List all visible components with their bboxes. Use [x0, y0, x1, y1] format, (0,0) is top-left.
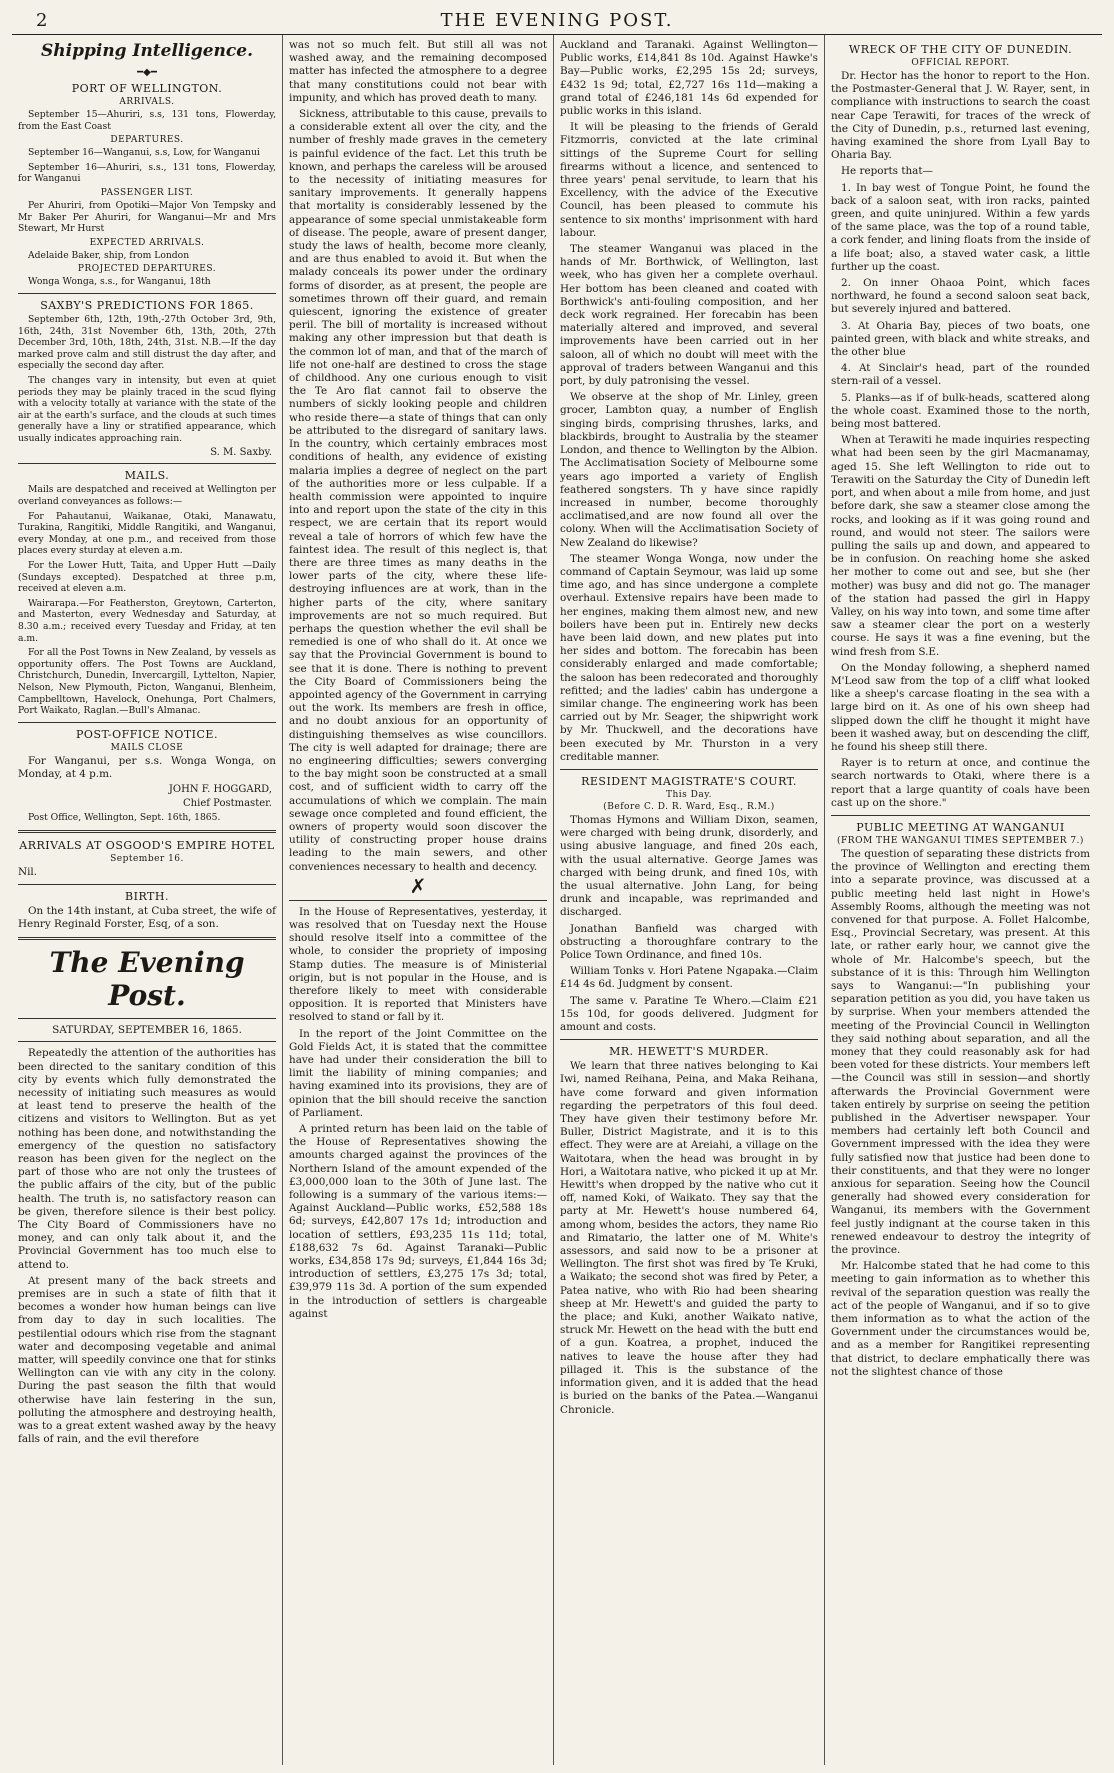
projected-heading: PROJECTED DEPARTURES.	[77, 264, 217, 275]
saxby-text-1: September 6th, 12th, 19th,-27th October 3rd, 9th, 16th, 24th, 31st November 6th, 13th, 20th, 27th December 3rd, 10th, 18th, 24th, 31st. N.B.—If the day marked prove calm and still distrust the day after, and especially the second day after.	[18, 313, 276, 372]
editorial-paragraph: At present many of the back streets and premises are in such a state of filth that it becomes a wonder how human beings can live from day to day in such localities. The pestilential odours which rise from the stagnant water and decomposing vegetable and animal matter, will speedily convince one that for stinks Wellington can vie with any city in the colony. During the past season the filth that would otherwise have lain festering in the sun, polluting the atmosphere and destroying health, was to a great extent washed away by the heavy falls of rain, and the evil therefore	[18, 1274, 276, 1446]
expected-heading: EXPECTED ARRIVALS.	[89, 237, 205, 248]
post-office-title: POST-OFFICE NOTICE.	[76, 727, 218, 741]
court-item: The same v. Paratine Te Whero.—Claim £21 15s 10d, for goods delivered. Judgment for amount and costs.	[560, 994, 818, 1034]
wreck-paragraph: 4. At Sinclair's head, part of the rounded stern-rail of a vessel.	[831, 362, 1090, 388]
court-item: William Tonks v. Hori Patene Ngapaka.—Claim £14 4s 6d. Judgment by consent.	[560, 965, 818, 991]
wreck-paragraph: He reports that—	[841, 165, 933, 178]
divider	[18, 884, 276, 885]
wreck-subtitle: OFFICIAL REPORT.	[911, 58, 1010, 68]
shipping-heading: Shipping Intelligence.	[41, 41, 253, 61]
departures-text-2: September 16—Ahuriri, s.s., 131 tons, Flowerday, for Wanganui	[18, 161, 276, 185]
divider	[18, 293, 276, 294]
divider	[18, 463, 276, 464]
meeting-paragraph: Mr. Halcombe stated that he had come to this meeting to gain information as to whether this revival of the separation question was really the act of the people of Wanganui, and if so to give them information as to what the action of the Government under the circumstances would be, and as a member for Rangitikei representing that district, to declare emphatically there was not the slightest chance of those	[831, 1260, 1090, 1378]
news-item: We observe at the shop of Mr. Linley, green grocer, Lambton quay, a number of English singing birds, comprising thrushes, larks, and blackbirds, brought to Australia by the steamer London, and thence to Wellington by the Albion. The Acclimatisation Society of Melbourne some years ago imported a variety of English feathered songsters. Th y have since rapidly increased in number, become thoroughly acclimatised,and are now found all over the colony. When will the Acclimatisation Society of New Zealand do likewise?	[560, 391, 818, 549]
column-3	[554, 35, 825, 1765]
editorial-paragraph: Sickness, attributable to this cause, prevails to a considerable extent all over the city, and the number of freshly made graves in the cemetery is painful evidence of the fact. Let this truth be known, and perhaps the careless will be aroused to the necessity of initiating measures for sanitary improvements. It generally happens that mortality is considerably lessened by the appearance of some special unmistakeable form of disease. The people, aware of present danger, study the laws of health, become more cleanly, and are thus enabled to avoid it. But when the malady conceals its power under the ordinary forms of disorder, as at present, the people are sometimes thrown off their guard, and remain quiescent, ignoring the existence of greater peril. The bill of mortality is increased without making any other impression but that death is the common lot of man, and that of the march of life not one-half are destined to cross the stage of childhood. Any one curious enough to visit the Te Aro flat cannot fail to observe the numbers of sickly looking people and children who reside there—a state of things that can only be attributed to the disregard of sanitary laws. In the country, which certainly embraces most conditions of health, any evidence of existing malaria implies a degree of neglect on the part of the authorities more or less culpable. If a health commission were appointed to inquire into and report upon the state of the city in this respect, we are certain that its report would reveal a tale of horrors of which few have the faintest idea. The result of this neglect is, that there are three times as many deaths in the lower parts of the city, where these life-destroying influences are at work, than in the higher parts of the city, where sanitary improvements are not so much required. But perhaps the question whether the evil shall be remedied is one of who shall do it. At once we say that the Provincial Government is bound to see that it is done. There is nothing to prevent the City Board of Commissioners being the appointed agency of the Government in carrying out the work. Its members are fresh in office, and no doubt anxious for an opportunity of distinguishing themselves as wise councillors. The city is well adapted for drainage; there are no engineering difficulties; sewers converging to the bay might soon be constructed at a small cost, and of sufficient width to carry off the accumulations of which we complain. The main sewage once completed and found efficient, the owners of property would soon discover the utility of constructing proper house drains leading to the main sewers, and other conveniences necessary to health and decency.	[289, 108, 547, 873]
meeting-title: PUBLIC MEETING AT WANGANUI	[856, 820, 1065, 834]
expected-text: Adelaide Baker, ship, from London	[28, 249, 190, 261]
news-item: In the report of the Joint Committee on the Gold Fields Act, it is stated that the committee have had under their consideration the bill to limit the liability of mining companies; and having examined into its provisions, they are of opinion that the bill should receive the sanction of Parliament.	[289, 1027, 547, 1119]
post-office-role: Chief Postmaster.	[183, 798, 272, 810]
birth-text: On the 14th instant, at Cuba street, the wife of Henry Reginald Forster, Esq, of a son.	[18, 904, 276, 931]
divider	[18, 937, 276, 940]
column-4	[825, 35, 1096, 1765]
news-item: In the House of Representatives, yesterday, it was resolved that on Tuesday next the House should resolve itself into a committee of the whole, to consider the propriety of imposing Stamp duties. The measure is of Ministerial origin, but is not popular in the House, and is therefore likely to meet with considerable opposition. It is reported that Ministers have resolved to stand or fall by it.	[289, 905, 547, 1024]
arrivals-heading: ARRIVALS.	[119, 97, 175, 107]
handwritten-mark: ✗	[409, 873, 427, 898]
dateline: SATURDAY, SEPTEMBER 16, 1865.	[52, 1024, 242, 1037]
osgood-title: ARRIVALS AT OSGOOD'S EMPIRE HOTEL	[19, 838, 275, 852]
editorial-paragraph: Repeatedly the attention of the authorities has been directed to the sanitary condition of this city by events which fully demonstrated the necessity of initiating such measures as would at least tend to preserve the health of the citizens and visitors to Wellington. But as yet nothing has been done, and notwithstanding the emergency of the question no satisfactory reason has been given for the neglect on the part of those who are not only the trustees of the public affairs of the city, but of the public health. The truth is, no satisfactory reason can be given, therefore silence is their best policy. The City Board of Commissioners have no money, and can only talk about it, and the Provincial Government has too much else to attend to.	[18, 1047, 276, 1271]
passenger-heading: PASSENGER LIST.	[100, 187, 194, 198]
arrivals-text: September 15—Ahuriri, s.s, 131 tons, Flowerday, from the East Coast	[18, 109, 276, 132]
wreck-title: WRECK OF THE CITY OF DUNEDIN.	[848, 43, 1073, 56]
mails-title: MAILS.	[124, 469, 170, 483]
saxby-signature: S. M. Saxby.	[210, 447, 272, 459]
saxby-text-2: The changes vary in intensity, but even at quiet periods they may be plainly traced in the scud flying with a velocity totally at variance with the state of the air at the earth's surface, and the clouds at such times generally have a liny or stratified appearance, which usually indicates approaching rain.	[18, 374, 276, 444]
newspaper-title: THE EVENING POST.	[440, 10, 674, 31]
wreck-paragraph: On the Monday following, a shepherd named M'Leod saw from the top of a cliff what looked like a sheep's carcase floating in the sea with a large bird on it. As one of his own sheep had slipped down the cliff he thought it might have been it washed away, but on descending the cliff, he found his sheep still there.	[831, 661, 1090, 753]
wreck-paragraph: When at Terawiti he made inquiries respecting what had been seen by the girl Macmanamay, aged 15. She left Wellington to ride out to Terawiti on the Saturday the City of Dunedin left port, and when about a mile from home, and just before dark, she saw a steamer close among the rocks, and looking as if it was going round and round, and would not steer. The sailors were pulling the sails up and down, and appeared to be in confusion. On reaching home she asked her mother to come out and see, but she (her mother) was busy and did not go. The manager of the station had passed the girl in Happy Valley, on his way into town, and some time after saw a steamer clear the port on a westerly course. He says it was a fine evening, but the wind fresh from S.E.	[831, 434, 1090, 658]
departures-heading: DEPARTURES.	[110, 135, 184, 146]
meeting-subtitle: (FROM THE WANGANUI TIMES SEPTEMBER 7.)	[837, 835, 1084, 846]
court-title: RESIDENT MAGISTRATE'S COURT.	[581, 774, 797, 788]
court-item: Thomas Hymons and William Dixon, seamen, were charged with being drunk, disorderly, and using abusive language, and fined 20s each, with the usual alternative. George James was charged with being drunk, and fined 10s, with the usual alternative. John Lang, for being drunk and incapable, was reprimanded and discharged.	[560, 813, 818, 919]
port-title: PORT OF WELLINGTON.	[71, 82, 223, 95]
mails-text-1: Mails are despatched and received at Wellington per overland conveyances as follows:—	[18, 484, 276, 508]
wreck-paragraph: Dr. Hector has the honor to report to the Hon. the Postmaster-General that J. W. Rayer, sent, in compliance with instructions to search the coast near Cape Terawiti, for traces of the wreck of the City of Dunedin, p.s., returned last evening, having examined the shore from Lyall Bay to Oharia Bay.	[831, 70, 1090, 162]
news-item: It will be pleasing to the friends of Gerald Fitzmorris, convicted at the late criminal sittings of the Supreme Court for selling firearms without a licence, and sentenced to three years' penal servitude, to learn that his Excellency, with the advice of the Executive Council, has been pleased to commute his sentence to six months' imprisonment with hard labour.	[560, 121, 818, 239]
mails-text-3: For the Lower Hutt, Taita, and Upper Hutt —Daily (Sundays excepted). Despatched at three p.m, received at eleven a.m.	[18, 560, 276, 595]
news-item: The steamer Wonga Wonga, now under the command of Captain Seymour, was laid up some time ago, and has since undergone a complete overhaul. Extensive repairs have been made to her engines, making them almost new, and new boilers have been put in. Entirely new decks have been laid down, and new plates put into her sides and bottom. The forecabin has been considerably enlarged and made comfortable; the saloon has been redecorated and thoroughly refitted; and the ladies' cabin has undergone a similar change. The engineering work has been carried out by Mr. Seager, the shipwright work by Mr. Thuckwell, and the decorations have been executed by Mr. Thurston in a very creditable manner.	[560, 552, 818, 763]
murder-text: We learn that three natives belonging to Kai Iwi, named Reihana, Peina, and Maka Reihana, have come forward and given information regarding the perpetrators of this foul deed. They have given their testimony before Mr. Buller, District Magistrate, and it is to this effect. They were are at Areiahi, a village on the Waitotara, when the head was brought in by Hori, a Waitotara native, who picked it up at Mr. Hewitt's when dropped by the native who cut it off, named Koki, of Waikato. They say that the party at Mr. Hewett's house numbered 64, among whom, besides the actors, they name Rio and Rimatario, the latter one of M. White's assessors, and said now to be a prisoner at Wellington. The first shot was fired by Te Kruki, a Waikato; the second shot was fired by Peter, a Patea native, who with Rio had been shearing sheep at Mr. Hewett's and guided the party to the place; and Kuki, another Waikato native, struck Mr. Hewett on the head with the butt end of a gun. Koatrea, a prophet, induced the natives to leave the house after they had pillaged it. This is the substance of the information given, and it is added that the head is buried on the banks of the Patea.—Wanganui Chronicle.	[560, 1060, 818, 1416]
post-office-date: Post Office, Wellington, Sept. 16th, 1865.	[28, 812, 221, 824]
wreck-paragraph: Rayer is to return at once, and continue the search nortwards to Otaki, where there is a report that a large quantity of coals have been cast up on the shore."	[831, 757, 1090, 809]
masthead	[12, 8, 1102, 35]
wreck-paragraph: 5. Planks—as if of bulk-heads, scattered along the whole coast. Examined those to the north, being most battered.	[831, 391, 1090, 431]
columns	[12, 35, 1102, 1765]
departures-text-1: September 16—Wanganui, s.s, Low, for Wanganui	[28, 147, 260, 159]
projected-text: Wonga Wonga, s.s., for Wanganui, 18th	[28, 276, 211, 288]
post-office-subtitle: MAILS CLOSE	[110, 742, 184, 753]
column-2	[283, 35, 554, 1765]
post-office-signature: JOHN F. HOGGARD,	[168, 784, 272, 796]
ornament-divider: ━◆━	[137, 67, 157, 78]
editorial-continued: was not so much felt. But still all was not washed away, and the remaining decomposed matter has infected the atmosphere to a degree that many constitutions could not bear with impunity, and which has proved death to many.	[289, 39, 547, 104]
news-item: The steamer Wanganui was placed in the hands of Mr. Borthwick, of Wellington, last week, who has given her a complete overhaul. Her bottom has been cleaned and coated with Borthwick's anti-fouling composition, and her deck work regrained. Her forecabin has been materially altered and improved, and several improvements have been carried out in her saloon, all of which no doubt will meet with the approval of traders between Wanganui and this port, by duly patronising the vessel.	[560, 243, 818, 388]
murder-title: MR. HEWETT'S MURDER.	[609, 1045, 769, 1059]
divider	[18, 1018, 276, 1019]
news-item: A printed return has been laid on the table of the House of Representatives showing the amounts charged against the provinces of the Northern Island of the amount expended of the £3,000,000 loan to the 30th of June last. The following is a summary of the various items:—Against Auckland—Public works, £52,588 18s 6d; surveys, £42,807 17s 1d; introduction and location of settlers, £93,235 11s 11d; total, £188,632 7s 6d. Against Taranaki—Public works, £34,858 17s 9d; surveys, £1,844 16s 3d; introduction of settlers, £3,275 17s 3d; total, £39,979 11s 3d. A portion of the sum expended in the introduction of settlers is chargeable against	[289, 1123, 547, 1320]
divider	[18, 1041, 276, 1042]
birth-title: BIRTH.	[125, 889, 169, 903]
wreck-paragraph: 2. On inner Ohaoa Point, which faces northward, he found a second saloon seat back, but severely injured and battered.	[831, 277, 1090, 316]
meeting-paragraph: The question of separating these districts from the province of Wellington and erecting them into a separate province, was discussed at a public meeting held last night in Howe's Assembly Rooms, although the meeting was not convened for that purpose. A. Follet Halcombe, Esq., Provincial Secretary, was present. At this late, or rather early hour, we cannot give the whole of Mr. Halcombe's speech, but the substance of it is this: Through him Wellington says to Wanganui:—"In publishing your separation petition as you did, you have taken us by surprise. When your members attended the meeting of the Provincial Council in Wellington they said nothing about separation, and all the money that they could reasonably ask for had been voted for these districts. Your members left—the Council was still in session—and shortly afterwards the Provincial Government were taken entirely by surprise on seeing the petition published in the Advertiser newspaper. Your members had certainly left both Council and Government impressed with the idea they were fully satisfied now that justice had been done to their constituents, and that they were no longer anxious for separation. Seeing how the Council generally had showed every consideration for Wanganui, its members with the Government feel justly indignant at the course taken in this renewed endeavour to destroy the integrity of the province.	[831, 847, 1090, 1257]
column-1	[12, 35, 283, 1765]
divider	[560, 1039, 818, 1040]
mails-text-2: For Pahautanui, Waikanae, Otaki, Manawatu, Turakina, Rangitiki, Middle Rangitiki, and Wanganui, every Monday, at one p.m., and received from those places every sturday at eleven a.m.	[18, 510, 276, 557]
wreck-paragraph: 3. At Oharia Bay, pieces of two boats, one painted green, with black and white streaks, and the other blue	[831, 319, 1090, 359]
post-office-text: For Wanganui, per s.s. Wonga Wonga, on Monday, at 4 p.m.	[18, 754, 276, 780]
news-item-continued: Auckland and Taranaki. Against Wellington—Public works, £14,841 8s 10d. Against Hawke's Bay—Public works, £2,295 15s 2d; surveys, £432 1s 9d; total, £2,727 16s 11d—making a grand total of £246,181 14s 6d expended for public works in this island.	[560, 39, 818, 118]
osgood-text: Nil.	[18, 865, 38, 878]
page-number: 2	[36, 10, 48, 31]
divider	[289, 900, 547, 901]
court-magistrate: (Before C. D. R. Ward, Esq., R.M.)	[603, 801, 775, 812]
mails-text-4: Wairarapa.—For Featherston, Greytown, Carterton, and Masterton, every Wednesday and Saturday, at 8.30 a.m.; received every Tuesday and Friday, at ten a.m.	[18, 597, 276, 644]
divider	[831, 815, 1090, 816]
paper-title: The Evening Post.	[49, 946, 245, 1013]
osgood-date: September 16.	[110, 853, 184, 864]
mails-text-5: For all the Post Towns in New Zealand, by vessels as opportunity offers. The Post Towns are Auckland, Christchurch, Dunedin, Invercargill, Lyttelton, Napier, Nelson, New Plymouth, Picton, Wanganui, Blenheim, Campbelltown, Havelock, Onehunga, Port Chalmers, Port Waikato, Raglan.—Bull's Almanac.	[18, 647, 276, 717]
divider	[18, 830, 276, 833]
passenger-text: Per Ahuriri, from Opotiki—Major Von Tempsky and Mr Baker Per Ahuriri, for Wanganui—Mr and Mrs Stewart, Mr Hurst	[18, 199, 276, 235]
saxby-title: SAXBY'S PREDICTIONS FOR 1865.	[40, 298, 254, 312]
wreck-paragraph: 1. In bay west of Tongue Point, he found the back of a saloon seat, with iron racks, painted green, and quite uninjured. Within a few yards of the same place, was the top of a round table, a cork fender, and lining floats from the inside of a life boat; also, a staved water cask, a little further up the coast.	[831, 181, 1090, 273]
divider	[560, 769, 818, 770]
court-item: Jonathan Banfield was charged with obstructing a thoroughfare contrary to the Police Town Ordinance, and fined 10s.	[560, 922, 818, 961]
divider	[18, 722, 276, 723]
court-subtitle: This Day.	[666, 789, 712, 800]
